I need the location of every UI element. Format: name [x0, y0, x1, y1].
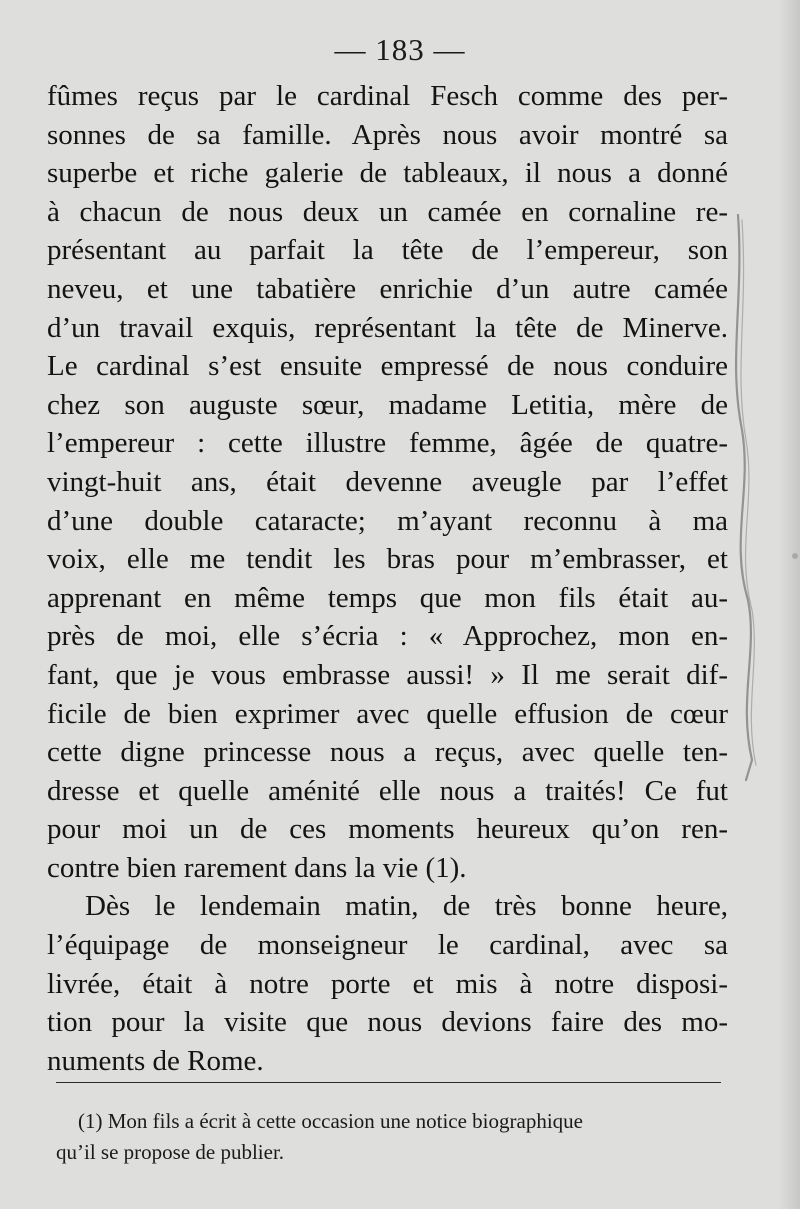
- text-line: près de moi, elle s’écria : « Approchez, mon en-: [47, 620, 728, 653]
- page-number: — 183 —: [334, 32, 466, 67]
- text-line: tion pour la visite que nous devions faire des mo-: [47, 1006, 728, 1039]
- text-line: livrée, était à notre porte et mis à notre disposi-: [47, 967, 728, 1000]
- text-line: présentant au parfait la tête de l’empereur, son: [47, 234, 728, 267]
- text-line: pour moi un de ces moments heureux qu’on ren-: [47, 813, 728, 846]
- text-line: apprenant en même temps que mon fils était au-: [47, 581, 728, 614]
- text-line: à chacun de nous deux un camée en cornaline re-: [47, 195, 728, 228]
- body-text: [47, 77, 728, 1080]
- text-line: l’équipage de monseigneur le cardinal, avec sa: [47, 929, 728, 962]
- text-line: l’empereur : cette illustre femme, âgée de quatre-: [47, 427, 728, 460]
- paragraph-end-line: numents de Rome.: [47, 1044, 264, 1077]
- text-line: chez son auguste sœur, madame Letitia, mère de: [47, 388, 728, 421]
- text-line: d’une double cataracte; m’ayant reconnu à ma: [47, 504, 728, 537]
- text-line: d’un travail exquis, représentant la tête de Minerve.: [47, 311, 728, 344]
- text-line: dresse et quelle aménité elle nous a traités! Ce fut: [47, 774, 728, 807]
- text-line: superbe et riche galerie de tableaux, il nous a donné: [47, 157, 728, 190]
- text-line: voix, elle me tendit les bras pour m’embrasser, et: [47, 543, 728, 576]
- text-line: vingt-huit ans, était devenne aveugle par l’effet: [47, 465, 728, 498]
- paragraph-end-line: contre bien rarement dans la vie (1).: [47, 851, 467, 884]
- footnote: [56, 1106, 726, 1168]
- footnote-line: qu’il se propose de publier.: [56, 1140, 285, 1164]
- text-line: fant, que je vous embrasse aussi! » Il me serait dif-: [47, 658, 728, 691]
- text-line: neveu, et une tabatière enrichie d’un autre camée: [47, 272, 728, 305]
- text-line: ficile de bien exprimer avec quelle effusion de cœur: [47, 697, 728, 730]
- text-line: fûmes reçus par le cardinal Fesch comme des per-: [47, 80, 728, 112]
- footnote-rule: [56, 1082, 721, 1083]
- paragraph-start-line: Dès le lendemain matin, de très bonne heure,: [85, 890, 728, 923]
- text-line: sonnes de sa famille. Après nous avoir montré sa: [47, 118, 728, 151]
- text-line: Le cardinal s’est ensuite empressé de nous conduire: [47, 350, 728, 383]
- footnote-line: (1) Mon fils a écrit à cette occasion une notice biographique: [78, 1109, 583, 1133]
- text-line: cette digne princesse nous a reçus, avec quelle ten-: [47, 736, 728, 769]
